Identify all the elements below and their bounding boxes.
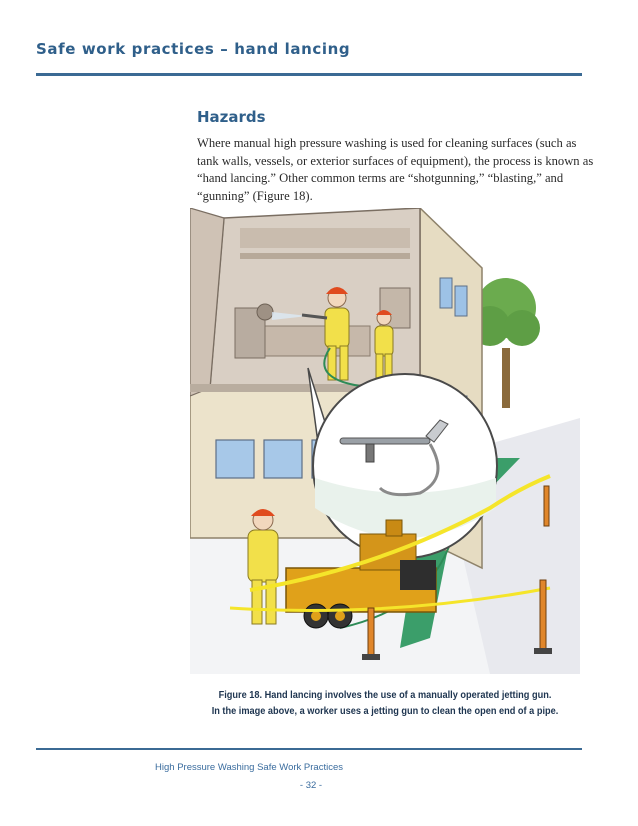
figure-caption [206, 688, 565, 720]
page-number: - 32 - [299, 780, 323, 791]
caption-line-1: Figure 18. Hand lancing involves the use of a manually operated jetting gun. [218, 690, 552, 701]
footer-divider [36, 748, 582, 750]
page-title: Safe work practices – hand lancing [36, 40, 351, 58]
body-paragraph: Where manual high pressure washing is used for cleaning surfaces (such as tank walls, vessels, or exterior surfaces of equipment), the process is known as “hand lancing.” Other common terms are “shotgunning,” “blasting,” and “gunning” (Figure 18). [197, 136, 594, 203]
footer-document-title: High Pressure Washing Safe Work Practices [155, 762, 343, 773]
caption-line-2: In the image above, a worker uses a jetting gun to clean the open end of a pipe. [211, 706, 559, 717]
hand-lancing-illustration [190, 208, 580, 674]
section-heading: Hazards [197, 108, 266, 126]
header-divider [36, 73, 582, 76]
